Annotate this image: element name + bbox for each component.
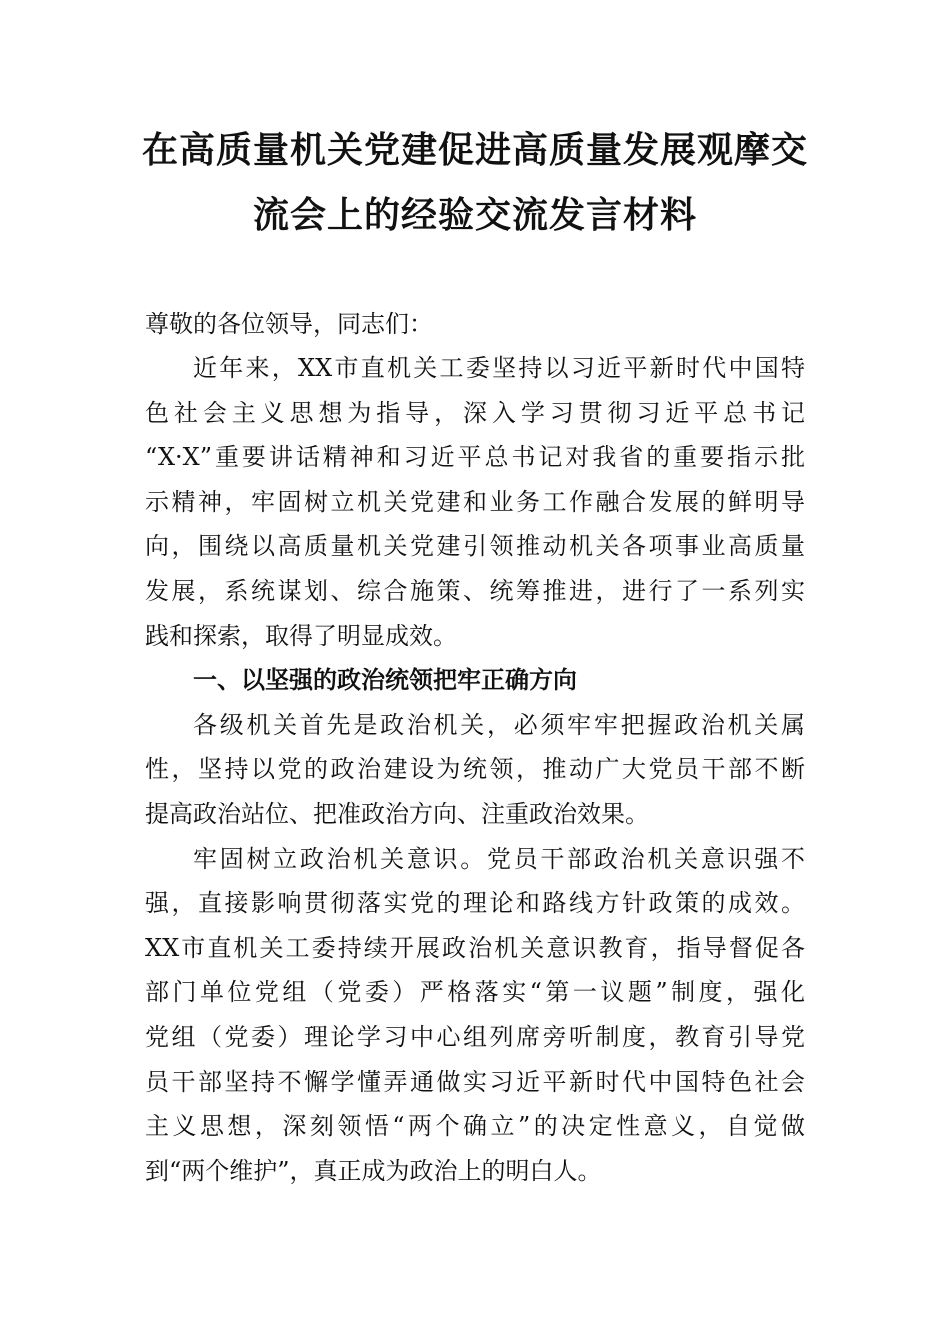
paragraph-line: “X·X”重要讲话精神和习近平总书记对我省的重要指示批 — [145, 443, 805, 471]
paragraph-line: 主义思想，深刻领悟“两个确立”的决定性意义，自觉做 — [145, 1112, 805, 1140]
paragraph-line: 近年来，XX市直机关工委坚持以习近平新时代中国特 — [193, 354, 805, 382]
paragraph-line: 党组（党委）理论学习中心组列席旁听制度，教育引导党 — [145, 1023, 805, 1051]
paragraph-line: 践和探索，取得了明显成效。 — [145, 622, 457, 650]
paragraph-line: 发展，系统谋划、综合施策、统筹推进，进行了一系列实 — [145, 577, 805, 605]
title-line-1: 在高质量机关党建促进高质量发展观摩交 — [141, 129, 808, 171]
paragraph-line: XX市直机关工委持续开展政治机关意识教育，指导督促各 — [145, 934, 805, 962]
paragraph-line: 部门单位党组（党委）严格落实“第一议题”制度，强化 — [145, 978, 805, 1006]
paragraph-line: 向，围绕以高质量机关党建引领推动机关各项事业高质量 — [145, 532, 805, 560]
paragraph-line: 到“两个维护”，真正成为政治上的明白人。 — [145, 1157, 602, 1185]
paragraph-line: 性，坚持以党的政治建设为统领，推动广大党员干部不断 — [145, 755, 805, 783]
salutation: 尊敬的各位领导，同志们： — [145, 310, 433, 338]
paragraph-line: 色社会主义思想为指导，深入学习贯彻习近平总书记 — [145, 399, 805, 427]
paragraph-line: 强，直接影响贯彻落实党的理论和路线方针政策的成效。 — [145, 889, 805, 917]
paragraph-line: 示精神，牢固树立机关党建和业务工作融合发展的鲜明导 — [145, 488, 805, 516]
title-line-2: 流会上的经验交流发言材料 — [252, 194, 697, 236]
paragraph-line: 牢固树立政治机关意识。党员干部政治机关意识强不 — [193, 845, 805, 873]
paragraph-line: 员干部坚持不懈学懂弄通做实习近平新时代中国特色社会 — [145, 1068, 805, 1096]
paragraph-line: 各级机关首先是政治机关，必须牢牢把握政治机关属 — [193, 711, 805, 739]
section-heading: 一、以坚强的政治统领把牢正确方向 — [193, 665, 577, 694]
paragraph-line: 提高政治站位、把准政治方向、注重政治效果。 — [145, 800, 649, 828]
